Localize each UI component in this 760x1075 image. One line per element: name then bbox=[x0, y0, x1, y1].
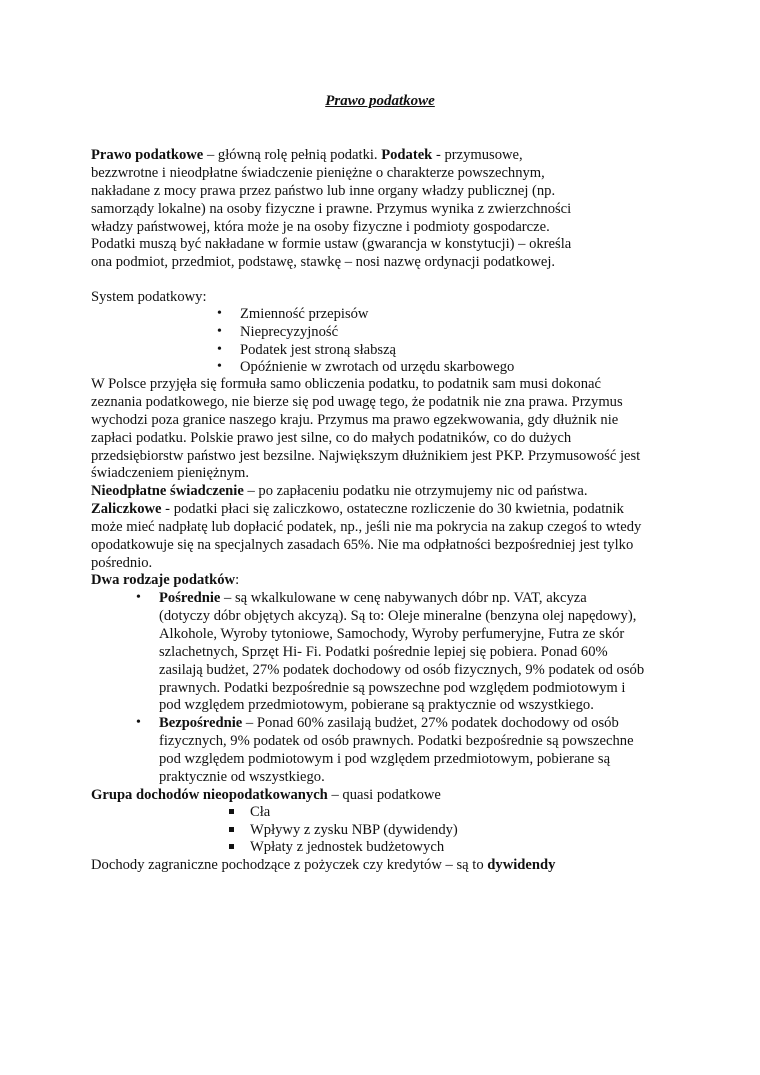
posrednie-line-7: pod względem przedmiotowym, pobierane są praktycznie od wszystkiego. bbox=[159, 697, 594, 713]
para2-line-3: wychodzi poza granice naszego kraju. Przymus ma prawo egzekwowania, gdy dłużnik nie bbox=[91, 412, 619, 428]
grupa-item: Wpłaty z jednostek budżetowych bbox=[250, 839, 445, 855]
bezposrednie-line-2: fizycznych, 9% podatek od osób prawnych. Podatki bezpośrednie są powszechne bbox=[159, 733, 634, 749]
intro-line-4: samorządy lokalne) na osoby fizyczne i prawne. Przymus wynika z zwierzchności bbox=[91, 201, 572, 217]
system-label: System podatkowy: bbox=[91, 289, 207, 305]
bezposrednie-line-1 bbox=[159, 714, 619, 732]
term-zaliczkowe: Zaliczkowe bbox=[91, 501, 162, 517]
bullet-square-icon bbox=[229, 827, 234, 832]
posrednie-line-3: Alkohole, Wyroby tytoniowe, Samochody, Wyroby perfumeryjne, Futra ze skór bbox=[159, 626, 625, 642]
bullet-dot-icon: • bbox=[136, 715, 141, 730]
intro-text: - przymusowe, bbox=[432, 147, 523, 163]
para2-line-5: przedsiębiorstw państwo jest bezsilne. Największym dłużnikiem jest PKP. Przymusowość jest bbox=[91, 448, 641, 464]
zaliczkowe-text: - podatki płaci się zaliczkowo, ostateczne rozliczenie do 30 kwietnia, podatnik bbox=[161, 501, 624, 517]
zaliczkowe-line-3: opodatkowuje się na specjalnych zasadach 65%. Nie ma odpłatności bezpośredniej jest tylko bbox=[91, 537, 634, 553]
term-dywidendy: dywidendy bbox=[487, 857, 556, 873]
posrednie-line-6: prawnych. Podatki bezpośrednie są powszechne pod względem podmiotowym i bbox=[159, 680, 626, 696]
bullet-dot-icon: • bbox=[217, 342, 222, 357]
zaliczkowe-line-2: może mieć nadpłatę lub dopłacić podatek, np., jeśli nie ma pokrycia na zakup czegoś to wtedy bbox=[91, 519, 642, 535]
intro-line-5: władzy państwowej, która może je na osoby fizyczne i podmioty gospodarcze. bbox=[91, 219, 550, 235]
term-prawo-podatkowe: Prawo podatkowe bbox=[91, 147, 204, 163]
bezposrednie-line-4: praktycznie od wszystkiego. bbox=[159, 769, 325, 785]
bezposrednie-text: – Ponad 60% zasilają budżet, 27% podatek dochodowy od osób bbox=[242, 715, 619, 731]
intro-text: – główną rolę pełnią podatki. bbox=[203, 147, 382, 163]
system-item: Nieprecyzyjność bbox=[240, 324, 339, 340]
term-dwa-rodzaje: Dwa rodzaje podatków bbox=[91, 572, 236, 588]
grupa-item: Cła bbox=[250, 804, 271, 820]
posrednie-line-2: (dotyczy dóbr objętych akcyzą). Są to: Oleje mineralne (benzyna olej napędowy), bbox=[159, 608, 637, 624]
grupa-heading bbox=[91, 786, 441, 804]
bullet-dot-icon: • bbox=[136, 590, 141, 605]
dwa-rodzaje-heading bbox=[91, 571, 239, 589]
final-line bbox=[91, 856, 555, 874]
para2-line-2: zeznania podatkowego, nie bierze się pod uwagę tego, że podatnik nie zna prawa. Przymus bbox=[91, 394, 623, 410]
bullet-square-icon bbox=[229, 844, 234, 849]
grupa-item: Wpływy z zysku NBP (dywidendy) bbox=[250, 822, 458, 838]
page-title: Prawo podatkowe bbox=[325, 93, 435, 109]
intro-line-1 bbox=[91, 146, 523, 164]
dwa-colon: : bbox=[235, 572, 240, 588]
nieodplatne-text: – po zapłaceniu podatku nie otrzymujemy nic od państwa. bbox=[243, 483, 588, 499]
posrednie-line-5: zasilają budżet, 27% podatek dochodowy od osób fizycznych, 9% podatek od osób bbox=[159, 662, 645, 678]
grupa-text: – quasi podatkowe bbox=[327, 787, 441, 803]
intro-line-2: bezzwrotne i nieodpłatne świadczenie pieniężne o charakterze powszechnym, bbox=[91, 165, 545, 181]
zaliczkowe-line-4: pośrednio. bbox=[91, 555, 153, 571]
system-item: Podatek jest stroną słabszą bbox=[240, 342, 397, 358]
system-item: Opóźnienie w zwrotach od urzędu skarbowego bbox=[240, 359, 515, 375]
nieodplatne-line bbox=[91, 482, 588, 500]
bezposrednie-line-3: pod względem podmiotowym i pod względem przedmiotowym, pobierane są bbox=[159, 751, 611, 767]
term-podatek: Podatek bbox=[381, 147, 433, 163]
intro-line-7: ona podmiot, przedmiot, podstawę, stawkę – nosi nazwę ordynacji podatkowej. bbox=[91, 254, 556, 270]
term-nieodplatne: Nieodpłatne świadczenie bbox=[91, 483, 244, 499]
term-posrednie: Pośrednie bbox=[159, 590, 221, 606]
para2-line-6: świadczeniem pieniężnym. bbox=[91, 465, 250, 481]
posrednie-text: – są wkalkulowane w cenę nabywanych dóbr np. VAT, akcyza bbox=[220, 590, 587, 606]
bullet-square-icon bbox=[229, 809, 234, 814]
intro-line-6: Podatki muszą być nakładane w formie ustaw (gwarancja w konstytucji) – określa bbox=[91, 236, 572, 252]
bullet-dot-icon: • bbox=[217, 324, 222, 339]
bullet-dot-icon: • bbox=[217, 306, 222, 321]
term-grupa-dochodow: Grupa dochodów nieopodatkowanych bbox=[91, 787, 328, 803]
system-item: Zmienność przepisów bbox=[240, 306, 369, 322]
posrednie-line-1 bbox=[159, 589, 587, 607]
bullet-dot-icon: • bbox=[217, 359, 222, 374]
para2-line-4: zapłaci podatku. Polskie prawo jest silne, co do małych podatników, co do dużych bbox=[91, 430, 572, 446]
term-bezposrednie: Bezpośrednie bbox=[159, 715, 243, 731]
intro-line-3: nakładane z mocy prawa przez państwo lub inne organy władzy publicznej (np. bbox=[91, 183, 556, 199]
para2-line-1: W Polsce przyjęła się formuła samo obliczenia podatku, to podatnik sam musi dokonać bbox=[91, 376, 601, 392]
zaliczkowe-line-1 bbox=[91, 500, 624, 518]
final-text: Dochody zagraniczne pochodzące z pożyczek czy kredytów – są to bbox=[91, 857, 488, 873]
posrednie-line-4: szlachetnych, Sprzęt Hi- Fi. Podatki pośrednie lepiej się pobiera. Ponad 60% bbox=[159, 644, 608, 660]
